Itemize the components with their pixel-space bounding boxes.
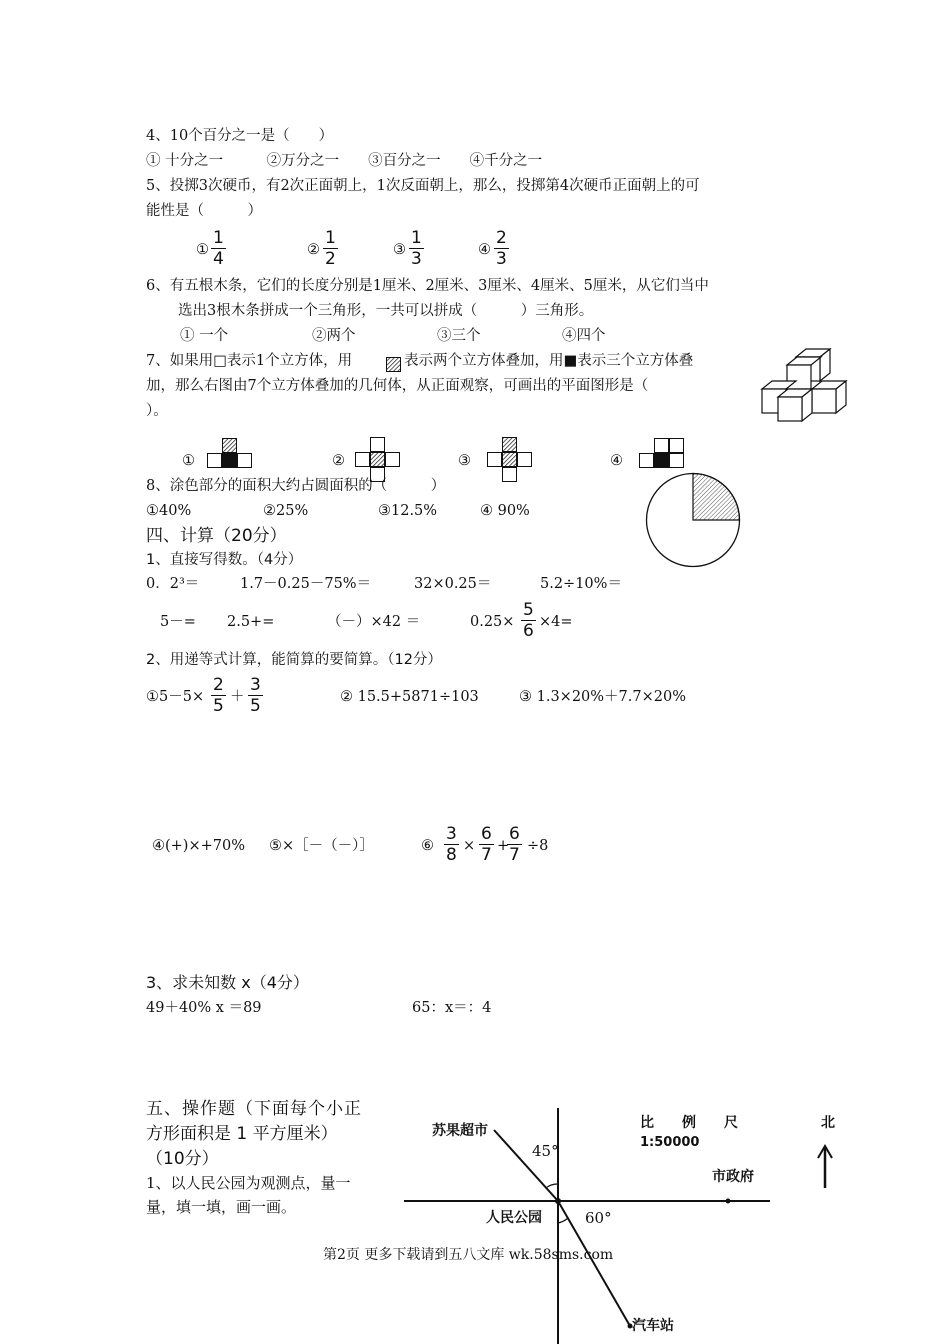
q5-option-fraction: 1 2: [325, 228, 336, 269]
q7-stem-line2: 加，那么右图由7个立方体叠加的几何体，从正面观察，可画出的平面图形是（: [146, 378, 649, 394]
calc-item: 5.2÷10%＝: [540, 576, 622, 592]
q7-option-marker: ③: [458, 453, 471, 469]
shaded-sector: [693, 474, 740, 521]
q8-option: ①40%: [146, 503, 192, 519]
q7-option-marker: ①: [182, 453, 195, 469]
map-label-park: 人民公园: [486, 1210, 542, 1226]
angle-45-arc: [546, 1184, 558, 1188]
section4-part3-title: 3、求未知数 x（4分）: [146, 973, 309, 992]
section5-title-line1: 五、操作题（下面每个小正: [146, 1099, 362, 1119]
map-label-angle2: 60°: [585, 1209, 612, 1227]
hatched-square-icon: [386, 357, 401, 372]
calc-item: 1.7－0.25－75%＝: [240, 576, 372, 592]
calc-fraction: 6 7: [481, 824, 492, 865]
q6-stem-line2: 选出3根木条拼成一个三角形，一共可以拼成（ ）三角形。: [178, 303, 594, 319]
q7-option-3-figure: [487, 437, 532, 482]
section4-title: 四、计算（20分）: [146, 526, 287, 546]
q4-stem: 4、10个百分之一是（ ）: [146, 128, 334, 144]
calc-expr: ② 15.5+5871÷103: [340, 689, 479, 705]
calc-fraction: 3 8: [446, 824, 457, 865]
q6-option: ②两个: [312, 328, 356, 344]
calc-fraction: 3 5: [250, 675, 261, 716]
section5-title-line3: （10分）: [146, 1149, 219, 1169]
q6-option: ① 一个: [180, 328, 229, 344]
map-label-cityhall: 市政府: [712, 1169, 754, 1185]
q8-option: ③12.5%: [378, 503, 438, 519]
q6-stem-line1: 6、有五根木条，它们的长度分别是1厘米、2厘米、3厘米、4厘米、5厘米，从它们当中: [146, 278, 709, 294]
cube-stack-figure: [760, 345, 850, 425]
calc-item: 32×0.25＝: [414, 576, 492, 592]
q7-stem-line3: ）。: [146, 403, 168, 419]
calc-item: 0．2³＝: [146, 576, 200, 592]
map-label-bus-station: 汽车站: [632, 1318, 674, 1334]
map-scale-value: 1:50000: [640, 1135, 700, 1150]
calc-expr: ⑥: [421, 838, 434, 854]
calc-fraction: 6 7: [509, 824, 520, 865]
q6-option: ④四个: [562, 328, 606, 344]
supermarket-direction-line: [494, 1130, 558, 1201]
equation: 65：x＝：4: [412, 1000, 492, 1016]
section4-part1-title: 1、直接写得数。（4分）: [146, 552, 303, 568]
q5-stem-line2: 能性是（ ）: [146, 203, 262, 219]
calc-fraction: 5 6: [523, 600, 534, 641]
section5-q1-line2: 量，填一填，画一画。: [146, 1198, 297, 1216]
calc-expr: ③ 1.3×20%＋7.7×20%: [519, 689, 686, 705]
calc-expr: ×: [463, 838, 476, 854]
calc-item: 5－=: [160, 614, 196, 630]
equation: 49＋40% x ＝89: [146, 1000, 262, 1016]
calc-expr: +: [497, 838, 510, 854]
calc-fraction: 2 5: [213, 675, 224, 716]
q5-stem-line1: 5、投掷3次硬币，有2次正面朝上，1次反面朝上，那么，投掷第4次硬币正面朝上的可: [146, 178, 700, 194]
map-label-supermarket: 苏果超市: [432, 1123, 488, 1139]
q8-circle-figure: [645, 472, 745, 572]
q5-option-fraction: 2 3: [496, 228, 507, 269]
calc-expr: ＋: [230, 689, 245, 705]
q5-option-marker: ③: [393, 242, 406, 258]
map-north-label: 北: [821, 1115, 835, 1131]
q5-option-fraction: 1 4: [213, 228, 224, 269]
q6-option: ③三个: [437, 328, 481, 344]
calc-item: 0.25×: [470, 614, 515, 630]
q5-option-marker: ①: [196, 242, 209, 258]
q7-option-4-figure: [639, 438, 684, 468]
q5-option-marker: ②: [307, 242, 320, 258]
section5-q1-line1: 1、以人民公园为观测点，量一: [146, 1174, 351, 1192]
q5-option-marker: ④: [478, 242, 491, 258]
calc-expr: ④(+)×+70%: [152, 838, 245, 854]
q7-option-marker: ②: [332, 453, 345, 469]
angle-60-arc: [558, 1218, 568, 1223]
q7-option-marker: ④: [610, 453, 623, 469]
calc-expr: ①5－5×: [146, 689, 205, 705]
calc-item: 2.5+=: [227, 614, 275, 630]
section5-title-line2: 方形面积是 1 平方厘米）: [146, 1124, 338, 1144]
q5-option-fraction: 1 3: [411, 228, 422, 269]
cityhall-point: [726, 1199, 731, 1204]
calc-item: ×4=: [539, 614, 573, 630]
q8-option: ②25%: [263, 503, 309, 519]
q7-stem-line1a: 7、如果用□表示1个立方体，用: [146, 353, 353, 369]
page-footer: 第2页 更多下载请到五八文库 wk.58sms.com: [323, 1247, 614, 1263]
q4-options: ① 十分之一 ②万分之一 ③百分之一 ④千分之一: [146, 153, 543, 169]
map-label-angle1: 45°: [532, 1142, 559, 1160]
q7-option-2-figure: [355, 437, 400, 482]
q7-stem-line1b: 表示两个立方体叠加，用■表示三个立方体叠: [404, 353, 694, 369]
park-point: [555, 1198, 561, 1204]
q8-option: ④ 90%: [480, 503, 530, 519]
q8-stem: 8、涂色部分的面积大约占圆面积的（ ）: [146, 478, 446, 494]
calc-expr: ÷8: [527, 838, 549, 854]
section4-part2-title: 2、用递等式计算，能简算的要简算。（12分）: [146, 652, 442, 668]
q7-option-1-figure: [207, 438, 252, 468]
map-scale-label: 比 例 尺: [640, 1115, 738, 1131]
calc-item: （－）×42 ＝: [327, 614, 421, 630]
calc-expr: ⑤×［－（－）］: [269, 838, 374, 854]
